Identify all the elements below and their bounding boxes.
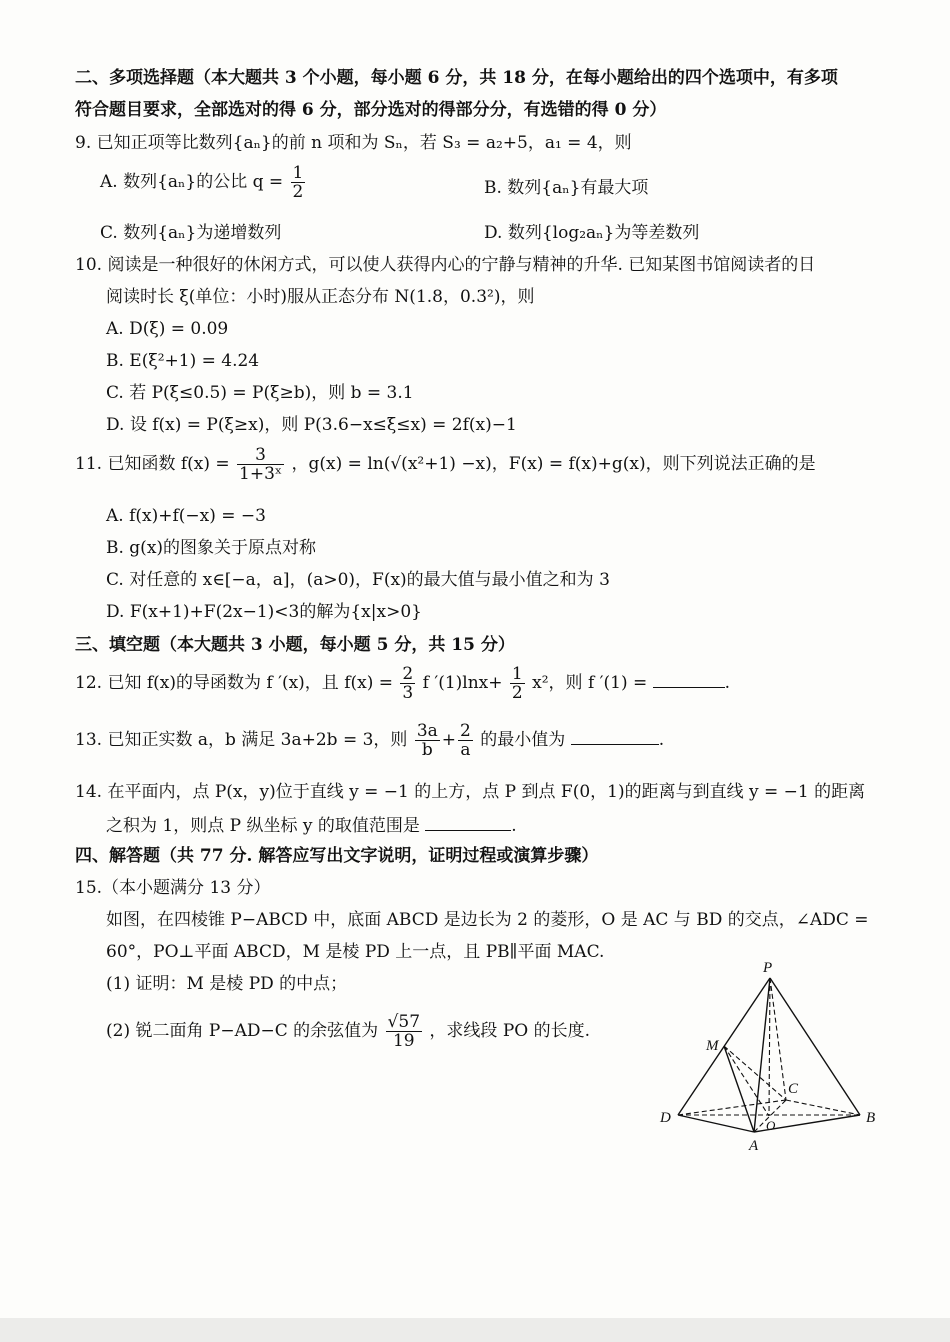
fraction-numerator: 2 [460,721,471,741]
fraction-numerator: √57 [387,1012,421,1032]
segment-po [769,978,770,1116]
question-12 [75,665,730,702]
question-11-suffix: ，g(x) = ln(√(x²+1) −x)，F(x) = f(x)+g(x)，则下列说法正确的是 [291,454,816,474]
question-10-option-c: C. 若 P(ξ≤0.5) = P(ξ≥b)，则 b = 3.1 [106,383,414,403]
page-bottom-margin [0,1318,950,1342]
question-9-option-d: D. 数列{log₂aₙ}为等差数列 [484,223,700,243]
fraction-two-thirds [400,665,415,702]
question-12-middle: f ′(1)lnx+ [422,673,503,693]
section-heading-multiple-choice: 二、多项选择题（本大题共 3 个小题，每小题 6 分，共 18 分，在每小题给出的四个选项中，有多项 [75,68,838,88]
edge-pc [770,978,786,1100]
pyramid-figure [650,960,890,1160]
question-10-stem-line2: 阅读时长 ξ(单位：小时)服从正态分布 N(1.8，0.3²)，则 [106,287,535,307]
edge-da [678,1115,754,1132]
fraction-numerator: 3 [237,446,284,465]
vertex-label-p: P [763,960,773,976]
part-2-prefix: (2) 锐二面角 P−AD−C 的余弦值为 [106,1021,379,1041]
fraction-denominator: 1+3ˣ [239,464,283,484]
period: . [724,673,731,693]
fraction-numerator: 2 [402,664,414,684]
question-10-option-a: A. D(ξ) = 0.09 [106,319,229,339]
fraction-denominator: 3 [402,683,414,703]
question-11-prefix: 11. 已知函数 f(x) = [75,454,230,474]
edge-dc [678,1100,786,1115]
section-heading-fill-in: 三、填空题（本大题共 3 小题，每小题 5 分，共 15 分） [75,635,515,655]
period: . [511,816,517,836]
edge-cb [786,1100,860,1115]
answer-blank[interactable] [653,669,725,688]
fraction-sqrt57-over-19 [386,1013,422,1050]
question-10-stem-line1: 10. 阅读是一种很好的休闲方式，可以使人获得内心的宁静与精神的升华. 已知某图书馆阅读者的日 [75,255,816,275]
question-9-option-c: C. 数列{aₙ}为递增数列 [100,223,282,243]
question-11-option-c: C. 对任意的 x∈[−a，a]，(a>0)，F(x)的最大值与最小值之和为 3 [106,570,610,590]
fraction-f-of-x [237,446,284,483]
fraction-2-over-a [458,722,473,759]
question-13 [75,722,664,759]
question-13-suffix: 的最小值为 [480,730,566,750]
vertex-label-m: M [706,1038,719,1054]
question-9-option-a [100,164,307,201]
fraction-denominator: 2 [511,683,523,703]
fraction-numerator: 1 [511,664,523,684]
question-10-option-b: B. E(ξ²+1) = 4.24 [106,351,260,371]
fraction-denominator: 2 [292,182,304,202]
part-2-suffix: ，求线段 PO 的长度. [429,1021,591,1041]
edge-pb [770,978,860,1115]
answer-blank[interactable] [425,812,511,831]
answer-blank[interactable] [571,726,659,745]
plus-sign: + [441,730,457,750]
vertex-label-b: B [866,1110,876,1126]
question-11-option-a: A. f(x)+f(−x) = −3 [106,506,266,526]
vertex-label-o: O [766,1118,776,1133]
question-11-option-d: D. F(x+1)+F(2x−1)<3的解为{x|x>0} [106,602,422,622]
question-14-text: 之积为 1，则点 P 纵坐标 y 的取值范围是 [106,816,420,836]
question-15-header: 15.（本小题满分 13 分） [75,878,271,898]
question-15-part-2 [106,1013,590,1050]
period: . [658,730,665,750]
vertex-label-a: A [749,1138,759,1154]
vertex-label-d: D [660,1110,671,1126]
question-13-prefix: 13. 已知正实数 a，b 满足 3a+2b = 3，则 [75,730,408,750]
question-9-stem: 9. 已知正项等比数列{aₙ}的前 n 项和为 Sₙ，若 S₃ = a₂+5，a₁ = 4，则 [75,133,632,153]
question-12-prefix: 12. 已知 f(x)的导函数为 f ′(x)，且 f(x) = [75,673,393,693]
fraction-one-half [510,665,525,702]
fraction-numerator: 1 [292,163,304,183]
question-9-option-b: B. 数列{aₙ}有最大项 [484,178,649,198]
fraction-denominator: b [421,740,433,760]
question-11-option-b: B. g(x)的图象关于原点对称 [106,538,317,558]
question-12-suffix: x²，则 f ′(1) = [532,673,648,693]
option-a-text: A. 数列{aₙ}的公比 q = [100,172,284,192]
fraction-one-half [291,164,306,201]
question-11-stem [75,446,816,483]
question-14-line2 [106,812,517,838]
fraction-denominator: 19 [392,1031,415,1051]
question-14-line1: 14. 在平面内，点 P(x，y)位于直线 y = −1 的上方，点 P 到点 F(0，1)的距离与到直线 y = −1 的距离 [75,782,866,802]
section-instructions: 符合题目要求，全部选对的得 6 分，部分选对的得部分分，有选错的得 0 分） [75,100,667,120]
fraction-3a-over-b [415,722,440,759]
question-15-part-1: (1) 证明：M 是棱 PD 的中点； [106,974,348,994]
section-heading-solutions: 四、解答题（共 77 分. 解答应写出文字说明，证明过程或演算步骤） [75,846,599,866]
fraction-denominator: a [460,740,471,760]
question-15-stem-line2: 60°，PO⊥平面 ABCD，M 是棱 PD 上一点，且 PB∥平面 MAC. [106,942,605,962]
fraction-numerator: 3a [416,721,438,741]
question-15-stem-line1: 如图，在四棱锥 P−ABCD 中，底面 ABCD 是边长为 2 的菱形，O 是 AC 与 BD 的交点，∠ADC = [106,910,869,930]
question-10-option-d: D. 设 f(x) = P(ξ≥x)，则 P(3.6−x≤ξ≤x) = 2f(x)−1 [106,415,517,435]
vertex-label-c: C [788,1081,799,1097]
edge-pa [754,978,770,1132]
